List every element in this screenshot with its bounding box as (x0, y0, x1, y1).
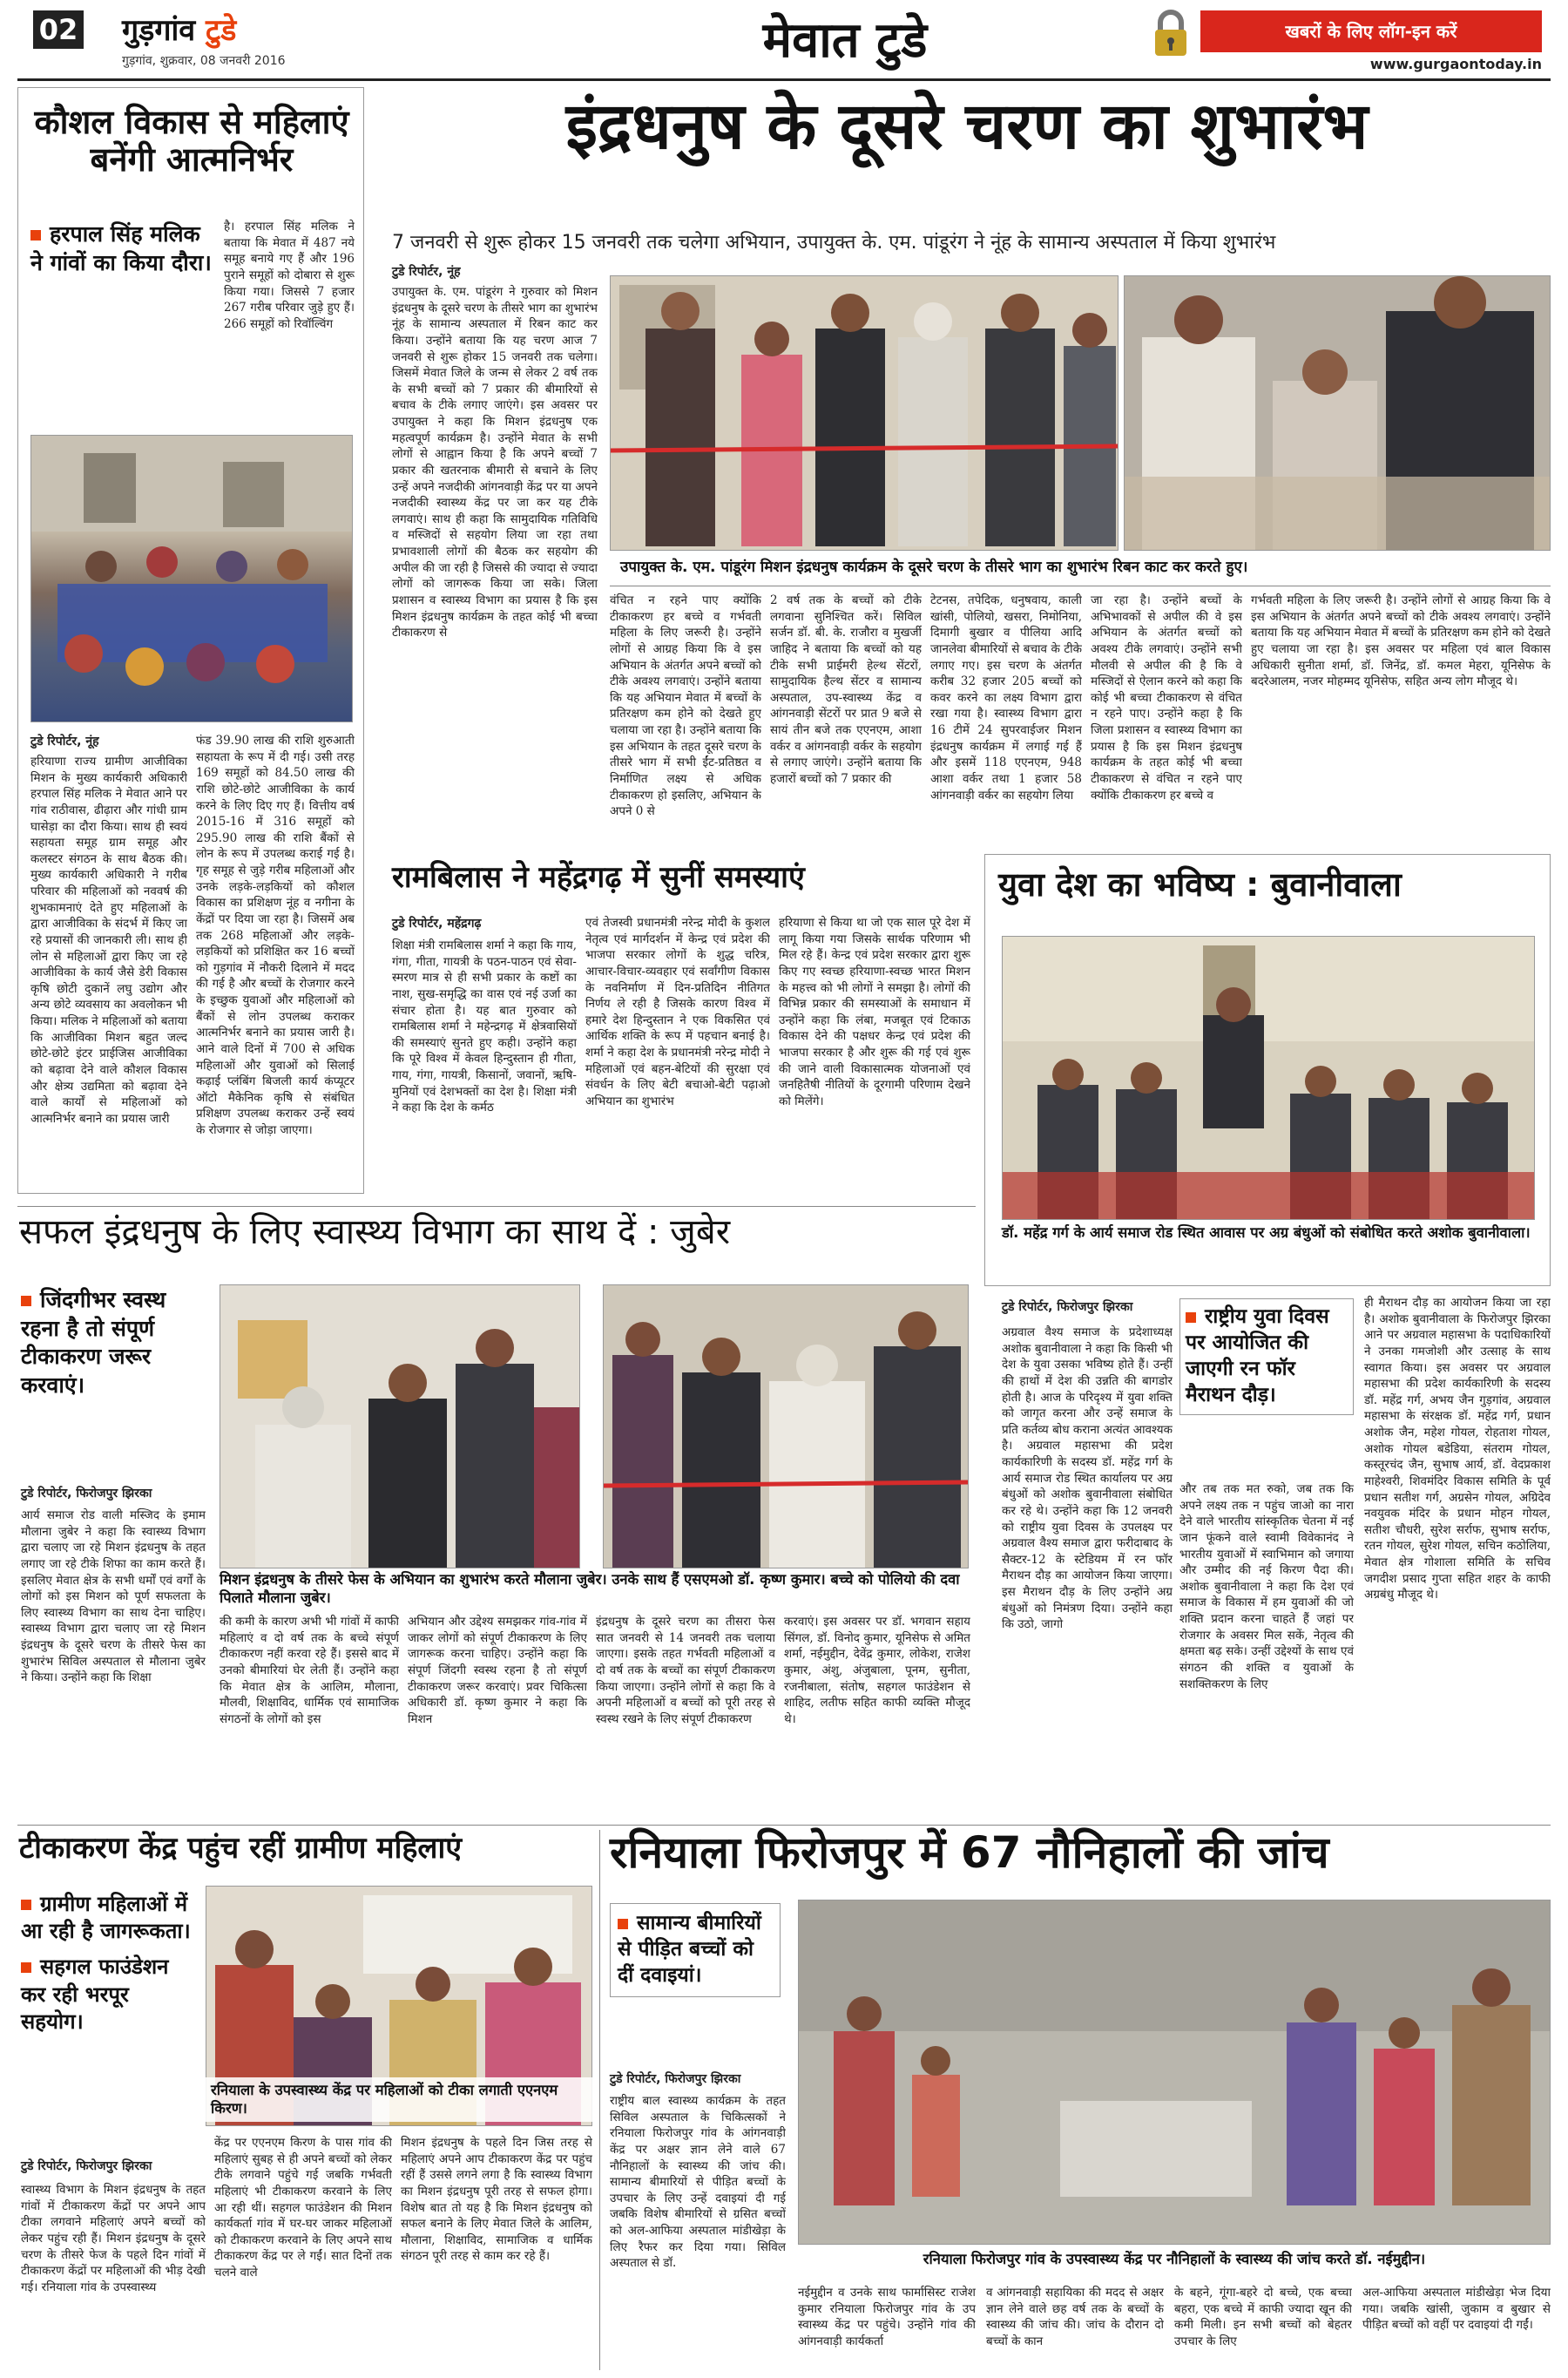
raniyala-bullet-box (610, 1903, 781, 1997)
bottom-column-rule (599, 1830, 600, 2370)
yuva-sidebox (1179, 1298, 1354, 1415)
bottom-section-rule (17, 1825, 1551, 1826)
maulana-launch-photo (220, 1284, 580, 1568)
left-story-col1: हरियाणा राज्य ग्रामीण आजीविका मिशन के मुख्य कार्यकारी अधिकारी हरपाल सिंह मलिक ने मेवात आने पर गांव राठीवास, ढीढ़ारा और गांधी ग्राम घासेड़ा का दौरा किया। साथ ही स्वयं सहायता समूह ग्राम समूह और कलस्टर संगठन के साथ बैठक की। मुख्य कार्यकारी अधिकारी ने गरीब परिवार की महिलाओं को नववर्ष की शुभकामनाएं देते हुए महिलाओं के द्वारा आजीविका के संदर्भ में किए जा रहे प्रयासों की जानकारी ली। साथ ही लोन से महिलाओं द्वारा किए जा रहे आजीविका के कार्य जैसे डेरी विकास कृषि छोटी दुकानें लघु उद्योग और अन्य छोटे व्यवसाय का अवलोकन भी किया। मलिक ने महिलाओं को बताया कि आजीविका मिशन बहुत जल्द छोटे-छोटे इंटर प्राईजिस आजीविका को बढ़ावा देने वाले कौशल विकास और क्षेत्र्य उद्यमिता को बढ़ावा देने वाले कार्यों से महिलाओं को आत्मनिर्भर बनाने का प्रयास जारी (30, 755, 187, 1126)
bullet-square-icon (21, 1900, 31, 1910)
lock-icon (1152, 9, 1190, 59)
zuber-col5: करवाएं। इस अवसर पर डॉ. भगवान सहाय सिंगल, डॉ. विनोद कुमार, यूनिसेफ से अमित शर्मा, नईमुद्दीन, देवेंद्र कुमार, लोकेश, राजेश कुमार, अंशु, अंजुबाला, पूनम, सुनीता, रजनीबाला, संतोष, सहगल फाउंडेशन से शाहिद, लतीफ सहित काफी व्यक्ति मौजूद थे। (784, 1615, 970, 1726)
raniyala-photo-caption: रनियाला फिरोजपुर गांव के उपस्वास्थ्य केंद्र पर नौनिहालों के स्वास्थ्य की जांच करते डॉ. नईमुद्दीन। (923, 2251, 1426, 2267)
zuber-headline: सफल इंद्रधनुष के लिए स्वास्थ्य विभाग का साथ दें : जुबेर (19, 1212, 731, 1252)
tika-bullet-2: सहगल फाउंडेशन कर रही भरपूर सहयोग। (21, 1955, 169, 2034)
bullet-square-icon (618, 1919, 628, 1929)
lead-byline: टुडे रिपोर्टर, नूंह (392, 265, 461, 279)
raniyala-col3: व आंगनवाड़ी सहायिका की मदद से अक्षर ज्ञान लेने वाले छह वर्ष तक के बच्चों के स्वास्थ्य की जांच की। जांच के दौरान दो बच्चों के कान (986, 2286, 1164, 2348)
bullet-square-icon (21, 1962, 31, 1973)
raniyala-headline: रनियाला फिरोजपुर में 67 नौनिहालों की जांच (610, 1827, 1329, 1878)
lead-col5: जा रहा है। उन्होंने बच्चों के अभिभावकों से अपील की वे इस अभियान के अंतर्गत बच्चों को अवश्य टीके लगवाएं। उन्होंने सभी मौलवी से अपील की है कि वे मस्जिदों से ऐलान करने को कहा कि कोई भी बच्चा टीकाकरण से वंचित न रहने पाए। उन्होंने कहा है कि जिला प्रशासन व स्वास्थ्य विभाग का प्रयास है कि इस मिशन इंद्रधनुष कार्यक्रम के तहत कोई भी बच्चा टीकाकरण से वंचित न रहने पाए क्योंकि टीकाकरण हर बच्चे व (1091, 593, 1242, 803)
yuva-col2: और तब तक मत रुको, जब तक कि अपने लक्ष्य तक न पहुंच जाओ का नारा देने वाले भारतीय सांस्कृतिक चेतना में नई जान फूंकने वाले स्वामी विवेकानंद ने भारतीय युवाओं में स्वाभिमान को जगाया और उम्मीद की नई किरण पैदा की। अशोक बुवानीवाला ने कहा कि देश एवं समाज के विकास में हम युवाओं की जो शक्ति प्रदान करना चाहते हैं जहां पर रोजगार के अवसर मिल सकें, नेतृत्व की क्षमता बढ़ सके। उन्हीं उद्देश्यों के साथ एवं संगठन की शक्ति व युवाओं के सशक्तिकरण के लिए (1179, 1482, 1354, 1691)
yuva-sidebox-text: राष्ट्रीय युवा दिवस पर आयोजित की जाएगी रन फॉर मैराथन दौड़। (1186, 1305, 1329, 1406)
tika-headline: टीकाकरण केंद्र पहुंच रहीं ग्रामीण महिलाएं (19, 1831, 463, 1866)
lead-headline: इंद्रधनुष के दूसरे चरण का शुभारंभ (565, 89, 1369, 164)
masthead (0, 0, 1568, 77)
zuber-col1: आर्य समाज रोड वाली मस्जिद के इमाम मौलाना जुबेर ने कहा कि स्वास्थ्य विभाग द्वारा चलाए जा रहे मिशन इंद्रधनुष के तहत लगाए जा रहे टीके शिफा का काम करते हैं। इसलिए मेवात क्षेत्र के सभी धर्मों एवं वर्गों के लोगों को इस मिशन को पूर्ण सफलता के लिए स्वास्थ्य विभाग का साथ देना चाहिए। स्वास्थ्य विभाग द्वारा चलाए जा रहे मिशन इंद्रधनुष के दूसरे चरण के तीसरे फेस का शुभारंभ सिविल अस्पताल से मौलाना जुबेर ने किया। उन्होंने कहा कि शिक्षा (21, 1508, 206, 1685)
ram-col1: शिक्षा मंत्री रामबिलास शर्मा ने कहा कि गाय, गंगा, गीता, गायत्री के पठन-पाठन एवं सेवा-स्मरण मात्र से ही सभी प्रकार के कष्टों का नाश, सुख-समृद्धि का वास एवं नई उर्जा का संचार होता है। यह बात गुरुवार को रामबिलास शर्मा ने महेन्द्रगढ़ में क्षेत्रवासियों की समस्याएं सुनते हुए कही। उन्होंने कहा कि पूरे विश्व में केवल हिन्दुस्तान ही गीता, गाय, गंगा, गायत्री, किसानों, जवानों, ऋषि-मुनियों एवं देशभक्तों का देश है। शिक्षा मंत्री ने कहा कि देश के कर्मठ (392, 938, 577, 1115)
tika-bullet-1: ग्रामीण महिलाओं में आ रही है जागरूकता। (21, 1892, 191, 1944)
left-story-intro: है। हरपाल सिंह मलिक ने बताया कि मेवात में 487 नये समूह बनाये गए हैं और 196 पुराने समूहों को दोबारा से शुरू किया गया। जिससे 7 हजार 267 गरीब परिवार जुड़े हुए हैं। 266 समूहों को रिवॉल्विंग (224, 220, 355, 331)
bullet-square-icon (21, 1296, 31, 1306)
tika-col3: मिशन इंद्रधनुष के पहले दिन जिस तरह से महिलाएं अपने आप टीकाकरण केंद्र पर पहुंच रहीं हैं उससे लगने लगा है कि स्वास्थ्य विभाग का मिशन इंद्रधनुष पूरी तरह से सफल होगा। विशेष बात तो यह है कि मिशन इंद्रधनुष को सफल बनाने के लिए मेवात जिले के आलिम, मौलाना, शिक्षाविद, सामाजिक व धार्मिक संगठन पूरी तरह से काम कर रहे हैं। (401, 2136, 592, 2264)
yuva-headline: युवा देश का भविष्य : बुवानीवाला (998, 865, 1402, 904)
left-story-headline: कौशल विकास से महिलाएं बनेंगी आत्मनिर्भर (34, 103, 349, 179)
lead-col3: 2 वर्ष तक के बच्चों को टीके लगवाना सुनिश्चित करें। सिविल सर्जन डॉ. बी. के. राजौरा व मुखर्जी जाहिद ने बताया कि बच्चों को यह टीके सभी प्राईमरी हेल्थ सेंटरों, सामुदायिक हैल्थ सेंटर व सामान्य अस्पताल, उप-स्वास्थ्य केंद्र व आंगनवाड़ी सेंटरों पर प्रात 9 बजे से सायं तीन बजे तक एएनएम, आशा वर्कर व आंगनवाड़ी वर्कर के सहयोग से लगाए जाएंगे। उन्होंने बताया कि हजारों बच्चों को 7 प्रकार की (770, 593, 922, 786)
lead-subheadline: 7 जनवरी से शुरू होकर 15 जनवरी तक चलेगा अभियान, उपायुक्त के. एम. पांडूरंग ने नूंह के सामान्य अस्पताल में किया शुभारंभ (392, 232, 1276, 254)
lead-photo-caption: उपायुक्त के. एम. पांडूरंग मिशन इंद्रधनुष कार्यक्रम के दूसरे चरण के तीसरे भाग का शुभारंभ रिबन काट कर करते हुए। (620, 559, 1248, 576)
tika-col1: स्वास्थ्य विभाग के मिशन इंद्रधनुष के तहत गांवों में टीकाकरण केंद्रों पर अपने आप टीका लगवाने महिलाएं अपने बच्चों को लेकर पहुंच रही हैं। मिशन इंद्रधनुष के दूसरे चरण के तीसरे फेज के पहले दिन गांवों में टीकाकरण केंद्रों पर महिलाओं की भीड़ देखी गई। रनियाला गांव के उपस्वास्थ्य (21, 2183, 206, 2294)
raniyala-byline: टुडे रिपोर्टर, फिरोजपुर झिरका (610, 2072, 741, 2086)
page-number: 02 (33, 10, 84, 49)
login-promo-banner[interactable]: खबरों के लिए लॉग-इन करें (1200, 10, 1542, 52)
raniyala-col5: अल-आफिया अस्पताल मांडीखेड़ा भेज दिया गया। जबकि खांसी, जुकाम व बुखार से पीड़ित बच्चों को वहीं पर दवाइयां दी गईं। (1362, 2286, 1551, 2333)
ram-headline: रामबिलास ने महेंद्रगढ़ में सुनीं समस्याएं (392, 860, 805, 895)
ribbon-cutting-photo (610, 275, 1119, 551)
website-link[interactable]: www.gurgaontoday.in (1369, 56, 1542, 72)
raniyala-col4: के बहने, गूंगा-बहरे दो बच्चे, एक बच्चा बहरा, एक बच्चे में काफी ज्यादा खून की कमी मिली। इन सभी बच्चों को बेहतर उपचार के लिए (1174, 2286, 1352, 2348)
ram-col3: हरियाणा से किया था जो एक साल पूरे देश में लागू किया गया जिसके सार्थक परिणाम भी मिल रहे हैं। केन्द्र एवं प्रदेश सरकार द्वारा शुरू किए गए स्वच्छ हरियाणा-स्वच्छ भारत मिशन के महत्त्व को भी लोगों ने समझा है। लोगों की विभिन्न प्रकार की समस्याओं के समाधान में उन्होंने कहा कि लंबा, मजबूत एवं टिकाऊ विकास देने की पक्षधर केन्द्र एवं प्रदेश की भाजपा सरकार है और शुरू की गई एवं शुरू की जाने वाली विकासात्मक योजनाओं एवं जनहितैषी नीतियों के दूरगामी परिणाम देखने को मिलेंगे। (779, 916, 970, 1108)
dateline: गुड़गांव, शुक्रवार, 08 जनवरी 2016 (122, 54, 286, 68)
raniyala-col2: नईमुद्दीन व उनके साथ फार्मासिस्ट राजेश कुमार रनियाला फिरोजपुर गांव के उप स्वास्थ्य केंद्र पर पहुंचे। उन्होंने गांव की आंगनवाड़ी कार्यकर्ता (798, 2286, 976, 2348)
polio-drops-photo (603, 1284, 969, 1568)
masthead-rule (17, 78, 1551, 81)
section-title: मेवात टुडे (762, 12, 928, 69)
brand-accent: टुडे (206, 13, 237, 48)
yuva-byline: टुडे रिपोर्टर, फिरोजपुर झिरका (1002, 1300, 1133, 1314)
zuber-bullet: जिंदगीभर स्वस्थ रहना है तो संपूर्ण टीकाकरण जरूर करवाएं। (21, 1287, 166, 1398)
yuva-col1: अग्रवाल वैश्य समाज के प्रदेशाध्यक्ष अशोक बुवानीवाला ने कहा कि किसी भी देश के युवा उसका भविष्य होते हैं। उन्हीं की हाथों में देश की उन्नति की बागडोर होती है। आज के परिदृश्य में युवा शक्ति को जागृत करना और उन्हें समाज के प्रति कर्तव्य बोध कराना अत्यंत आवश्यक है। अग्रवाल महासभा की प्रदेश कार्यकारिणी के सदस्य डॉ. महेंद्र गर्ग के आर्य समाज रोड स्थित कार्यालय पर अग्र बंधुओं को अशोक बुवानीवाला संबोधित कर रहे थे। उन्होंने कहा कि 12 जनवरी को राष्ट्रीय युवा दिवस के उपलक्ष्य पर अग्रवाल वैश्य समाज द्वारा फरीदाबाद के सैक्टर-12 के स्टेडियम में रन फॉर मैराथन दौड़ का आयोजन किया जाएगा। इस मैराथन दौड़ के लिए उन्होंने अग्र बंधुओं को निमंत्रण दिया। उन्होंने कहा कि उठो, जागो (1002, 1325, 1173, 1632)
tika-byline: टुडे रिपोर्टर, फिरोजपुर झिरका (21, 2159, 152, 2173)
lead-col1: उपायुक्त के. एम. पांडूरंग ने गुरुवार को मिशन इंद्रधनुष के दूसरे चरण के तीसरे भाग का शुभारंभ नूंह के सामान्य अस्पताल में रिबन काट कर किया। उन्होंने बताया कि यह चरण आज 7 जनवरी से शुरू होकर 15 जनवरी तक चलेगा। जिसमें मेवात जिले के जन्म से लेकर 2 वर्ष तक के सभी बच्चों को 7 प्रकार की बीमारियों से बचाव के टीके लगाए जाएंगे। इस अवसर पर उपायुक्त ने कहा कि मिशन इंद्रधनुष एक महत्वपूर्ण कार्यक्रम है। उन्होंने मेवात के सभी लोगों से आह्वान किया है कि अपने बच्चों 7 प्रकार की खतरनाक बीमारी से बचाने के लिए उन्हें अपने नजदीकी आंगनवाड़ी केंद्र पर या अपने नजदीकी स्वास्थ्य केंद्र पर जा कर यह टीके लगवाएं। साथ ही कहा कि सामुदायिक गतिविधि व मस्जिदों से सहयोग लिया जा रहा तथा प्रभावशाली लोगों की बैठक कर सहयोग की अपील की जा रही है जिससे की ज्यादा से ज्यादा लोगों को जागरूक किया जा सके। जिला प्रशासन व स्वास्थ्य विभाग का प्रयास है कि इस मिशन इंद्रधनुष कार्यक्रम के तहत कोई भी बच्चा टीकाकरण से (392, 285, 598, 640)
zuber-byline: टुडे रिपोर्टर, फिरोजपुर झिरका (21, 1487, 152, 1501)
ram-col2: एवं तेजस्वी प्रधानमंत्री नरेन्द्र मोदी के कुशल नेतृत्व एवं मार्गदर्शन में केन्द्र एवं प्रदेश की भाजपा सरकार लोगों के शुद्ध चरित्र, आचार-विचार-व्यवहार एवं सर्वांगीण विकास के नवनिर्माण में दिन-प्रतिदिन नीतिगत निर्णय ले रही है जिसके कारण विश्व में हमारे देश हिन्दुस्तान ने एक विकसित एवं आर्थिक शक्ति के रूप में पहचान बनाई है। शर्मा ने कहा देश के प्रधानमंत्री नरेन्द्र मोदी ने महिलाओं एवं बहन-बेटियों की सुरक्षा एवं संवर्धन के लिए बेटी बचाओ-बेटी पढ़ाओ अभियान का शुभारंभ (585, 916, 770, 1108)
zuber-photo-caption: मिशन इंद्रधनुष के तीसरे फेस के अभियान का शुभारंभ करते मौलाना जुबेर। उनके साथ हैं एसएमओ डॉ. कृष्ण कुमार। बच्चे को पोलियो की दवा पिलाते मौलाना जुबेर। (220, 1571, 960, 1607)
left-story-col2: फंड 39.90 लाख की राशि शुरुआती सहायता के रूप में दी गई। उसी तरह 169 समूहों को 84.50 लाख की राशि छोटे-छोटे आजीविका के कार्य करने के लिए दिए गए हैं। वित्तीय वर्ष 2015-16 में 316 समूहों को 295.90 लाख की राशि बैंकों से लोन के रूप में उपलब्ध कराई गई है। गृह समूह से जुड़े गरीब महिलाओं और उनके लड़के-लड़कियों को कौशल विकास का प्रशिक्षण नूंह व नगीना के केंद्रों पर दिया जा रहा है। जिसमें अब तक 268 महिलाओं और लड़के-लड़कियों को प्रशिक्षित कर 16 बच्चों को गुड़गांव में नौकरी दिलाने में मदद की गई है और बच्चों के रोजगार करने के इच्छुक युवाओं और महिलाओं को बैंकों से लोन उपलब्ध कराकर आत्मनिर्भर बनाने का प्रयास जारी है। आने वाले दिनों में 700 से अधिक महिलाओं और युवाओं को सिलाई कढ़ाई प्लंबिंग बिजली कार्य कंप्यूटर ऑटो मैकेनिक कृषि से संबंधित प्रशिक्षण उपलब्ध कराकर उन्हें स्वयं के रोजगार से जोड़ा जाएगा। (196, 734, 355, 1137)
zuber-col4: इंद्रधनुष के दूसरे चरण का तीसरा फेस सात जनवरी से 14 जनवरी तक चलाया जाएगा। इसके तहत गर्भवती महिलाओं व दो वर्ष तक के बच्चों का संपूर्ण टीकाकरण किया जाएगा। उन्होंने लोगों से कहा कि वे अपनी महिलाओं व बच्चों को पूरी तरह से स्वस्थ रखने के लिए संपूर्ण टीकाकरण (596, 1615, 775, 1726)
tika-col2: केंद्र पर एएनएम किरण के पास गांव की महिलाएं सुबह से ही अपने बच्चों को लेकर टीके लगवाने पहुंचे गई जबकि गर्भवती महिलाएं भी टीकाकरण करवाने के लिए आ रही थीं। सहगल फाउंडेशन की मिशन कार्यकर्ता गांव में घर-घर जाकर महिलाओं को टीकाकरण करवाने के लिए अपने साथ टीकाकरण केंद्र पर ले गईं। सात दिनों तक चलने वाले (214, 2136, 392, 2280)
raniyala-bullet: सामान्य बीमारियों से पीड़ित बच्चों को दीं दवाइयां। (618, 1912, 761, 1987)
meeting-hall-photo (1002, 936, 1535, 1220)
zuber-col3: अभियान और उद्देश्य समझकर गांव-गांव में जाकर लोगों को संपूर्ण टीकाकरण के लिए जागरूक करना चाहिए। उन्होंने कहा कि संपूर्ण जिंदगी स्वस्थ रहना है तो संपूर्ण टीकाकरण जरूर करवाएं। प्रवर चिकित्सा अधिकारी डॉ. कृष्ण कुमार ने कहा कि मिशन (408, 1615, 587, 1726)
left-story-byline: टुडे रिपोर्टर, नूंह (30, 735, 99, 749)
lead-col2: वंचित न रहने पाए क्योंकि टीकाकरण हर बच्चे व गर्भवती महिला के लिए जरूरी है। उन्होंने लोगों से आग्रह किया कि वे इस अभियान के अंतर्गत अपने बच्चों को टीके अवश्य लगवाएं। उन्होंने बताया कि यह अभियान मेवात में बच्चों के प्रतिरक्षण कम होने को देखते हुए चलाया जा रहा है। उन्होंने बताया कि इस अभियान के तहत दूसरे चरण के तीसरे भाग में सभी ईंट-प्रतिष्ठत व निर्माणित लक्ष्य से अधिक टीकाकरण हो इसलिए, अभियान के अपने 0 से (610, 593, 761, 819)
vaccination-drops-photo (1124, 275, 1551, 551)
tika-bullets (21, 1891, 192, 2036)
lead-col6: गर्भवती महिला के लिए जरूरी है। उन्होंने लोगों से आग्रह किया कि वे इस अभियान के अंतर्गत अपने बच्चों को टीके अवश्य लगवाएं। उन्होंने बताया कि यह अभियान मेवात में बच्चों के प्रतिरक्षण कम होने को देखते हुए चलाया जा रहा है। इस अवसर पर महिला एवं बाल विकास अधिकारी सुनीता शर्मा, डॉ. जिनेंद्र, डॉ. कमल मेहरा, यूनिसेफ के बदरेआलम, नजर मोहम्मद यूनिसेफ, सहित अन्य लोग मौजूद थे। (1251, 593, 1551, 689)
tika-photo-caption: रनियाला के उपस्वास्थ्य केंद्र पर महिलाओं को टीका लगाती एएनएम किरण। (206, 2077, 592, 2122)
zuber-col2: की कमी के कारण अभी भी गांवों में काफी महिलाएं व दो वर्ष तक के बच्चे संपूर्ण टीकाकरण नहीं करवा रहे हैं। इससे बाद में उनको बीमारियां घेर लेती हैं। उन्होंने कहा कि मेवात क्षेत्र के आलिम, मौलाना, मौलवी, शिक्षाविद, धार्मिक एवं सामाजिक संगठनों के लोगों को इस (220, 1615, 399, 1726)
zuber-top-rule (17, 1206, 976, 1207)
left-story-bullet: हरपाल सिंह मलिक ने गांवों का किया दौरा। (30, 221, 212, 275)
bullet-square-icon (30, 230, 41, 241)
left-story (17, 87, 364, 1194)
brand-logo (122, 9, 236, 49)
village-meeting-photo (30, 435, 353, 722)
ram-byline: टुडे रिपोर्टर, महेंद्रगढ़ (392, 917, 482, 931)
yuva-col3: ही मैराथन दौड़ का आयोजन किया जा रहा है। अशोक बुवानीवाला के फिरोजपुर झिरका आने पर अग्रवाल महासभा के पदाधिकारियों ने उनका गमजोशी और उत्साह के साथ स्वागत किया। इस अवसर पर अग्रवाल महासभा की प्रदेश कार्यकारिणी के सदस्य डॉ. महेंद्र गर्ग, अभय जैन गुड़गांव, अग्रवाल महासभा के संरक्षक डॉ. महेंद्र गर्ग, प्रधान अशोक जैन, महेश गोयल, रोहताश गोयल, अशोक गोयल बडेडिया, संतराम गोयल, कस्तूरचंद जैन, सुभाष आर्य, डॉ. वेदप्रकाश माहेश्वरी, शिवमंदिर विकास समिति के पूर्व प्रधान सतीश गर्ग, अग्रसेन गोयल, अग्रिदेव नवयुवक मंदिर के प्रधान मोहन गोयल, सतीश चौधरी, सुरेश सर्राफ, सुभाष सर्राफ, रतन गोयल, सुरेश गोयल, सचिन कठोलिया, मेवात क्षेत्र गोशाला समिति के सचिव जगदीश प्रसाद गुप्ता सहित शहर के काफी अग्रबंधु मौजूद थे। (1364, 1296, 1551, 1602)
raniyala-col1: राष्ट्रीय बाल स्वास्थ्य कार्यक्रम के तहत सिविल अस्पताल के चिकित्सकों ने रनियाला फिरोजपुर गांव के आंगनवाड़ी केंद्र पर अक्षर ज्ञान लेने वाले 67 नौनिहालों के स्वास्थ्य की जांच की। सामान्य बीमारियों से पीड़ित बच्चों के उपचार के लिए उन्हें दवाइयां दी गई जबकि विशेष बीमारियों से ग्रसित बच्चों को अल-आफिया अस्पताल मांडीखेड़ा के लिए रैफर कर दिया गया। सिविल अस्पताल से डॉ. (610, 2094, 786, 2271)
lead-col4: टेटनस, तपेदिक, धनुषवाय, काली खांसी, पोलियो, खसरा, निमोनिया, दिमागी बुखार व पीलिया आदि जानलेवा बीमारियों से बचाव के टीके लगाए गए। इस चरण के अंतर्गत करीब 32 हजार 205 बच्चों को कवर करने का लक्ष्य विभाग द्वारा रखा गया है। स्वास्थ्य विभाग द्वारा 16 टीमें 24 सुपरवाईजर मिशन इंद्रधनुष कार्यक्रम में लगाई गई हैं और इसमें 118 एएनएम, 948 आशा वर्कर तथा 1 हजार 58 आंगनवाड़ी वर्कर का सहयोग लिया (930, 593, 1082, 803)
brand-name: गुड़गांव (122, 13, 196, 48)
bullet-square-icon (1186, 1312, 1196, 1323)
yuva-photo-caption: डॉ. महेंद्र गर्ग के आर्य समाज रोड स्थित आवास पर अग्र बंधुओं को संबोधित करते अशोक बुवानीवाला। (1002, 1224, 1531, 1241)
child-checkup-photo (798, 1900, 1551, 2245)
